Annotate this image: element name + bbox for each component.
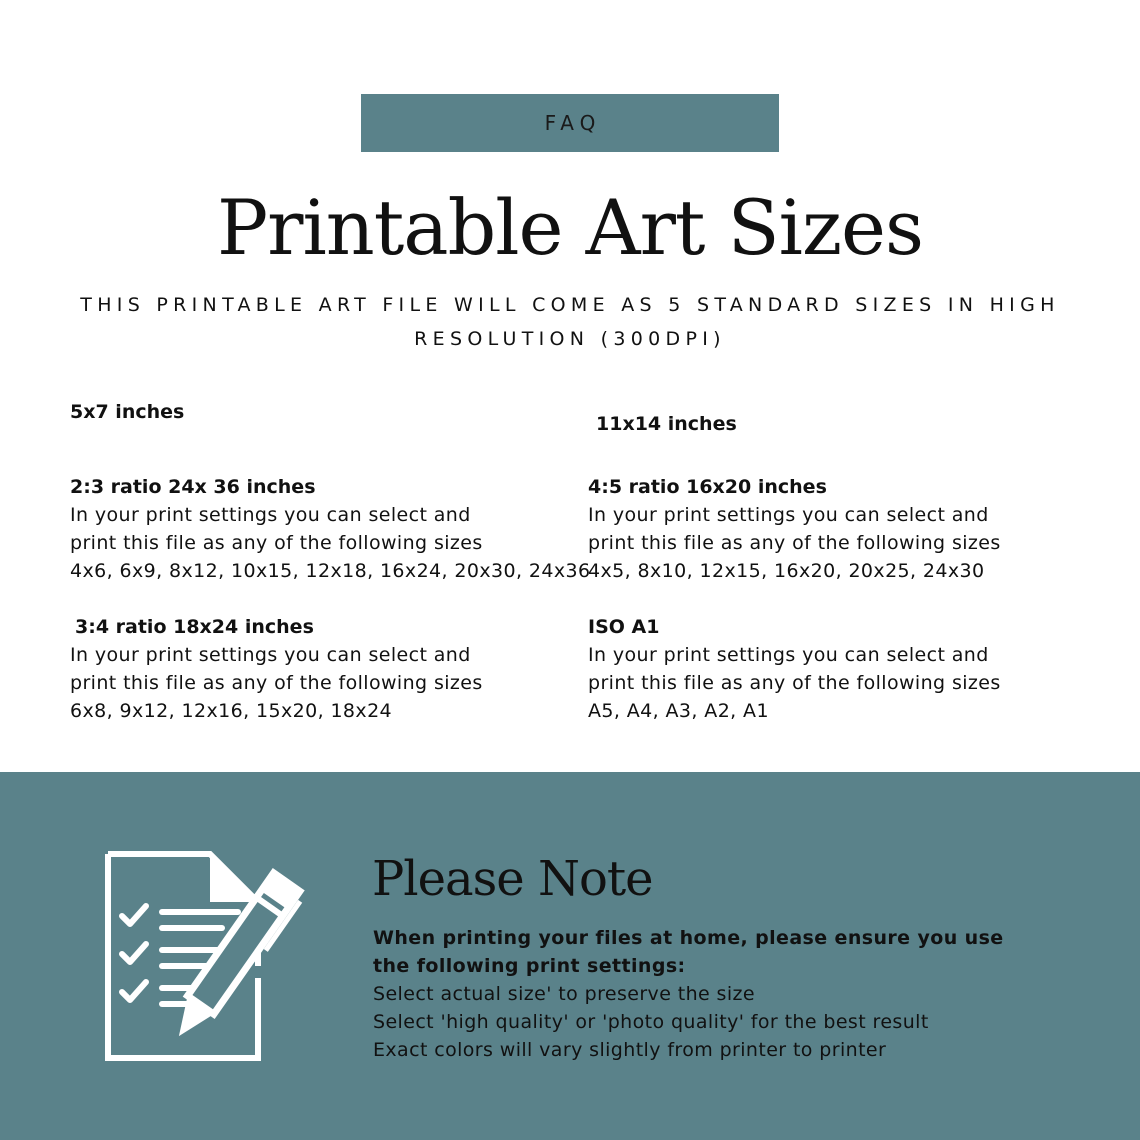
iso-a1-line3: A5, A4, A3, A2, A1 [588,700,769,722]
note-instruction-line1: When printing your files at home, please ensure you use [373,927,1004,949]
note-body [373,924,1093,1064]
faq-badge [361,94,779,152]
ratio-4-5-line3: 4x5, 8x10, 12x15, 16x20, 20x25, 24x30 [588,560,985,582]
size-11x14 [596,410,737,438]
size-5x7-heading: 5x7 inches [70,401,185,423]
ratio-4-5-heading: 4:5 ratio 16x20 inches [588,476,827,498]
ratio-2-3-heading: 2:3 ratio 24x 36 inches [70,476,316,498]
size-5x7 [70,398,184,426]
note-setting-actual-size: Select actual size' to preserve the size [373,983,755,1005]
note-color-disclaimer: Exact colors will vary slightly from printer to printer [373,1039,887,1061]
size-ratio-3-4 [70,613,483,725]
faq-badge-label: FAQ [544,111,602,135]
page-title: Printable Art Sizes [217,183,923,272]
page-subtitle: THIS PRINTABLE ART FILE WILL COME AS 5 STANDARD SIZES IN HIGH RESOLUTION (300DPI) [80,294,1060,350]
ratio-3-4-line1: In your print settings you can select and [70,644,471,666]
ratio-3-4-line2: print this file as any of the following sizes [70,672,483,694]
note-setting-quality: Select 'high quality' or 'photo quality' for the best result [373,1011,929,1033]
ratio-2-3-line1: In your print settings you can select and [70,504,471,526]
iso-a1-line2: print this file as any of the following sizes [588,672,1001,694]
size-ratio-2-3 [70,473,591,585]
size-iso-a1 [588,613,1001,725]
ratio-2-3-line3: 4x6, 6x9, 8x12, 10x15, 12x18, 16x24, 20x30, 24x36 [70,560,591,582]
checklist-pencil-icon [100,846,320,1066]
note-title: Please Note [372,851,653,907]
iso-a1-heading: ISO A1 [588,616,660,638]
ratio-4-5-line2: print this file as any of the following sizes [588,532,1001,554]
size-11x14-heading: 11x14 inches [596,413,737,435]
note-instruction-line2: the following print settings: [373,955,686,977]
ratio-4-5-line1: In your print settings you can select and [588,504,989,526]
ratio-3-4-heading: 3:4 ratio 18x24 inches [75,616,314,638]
ratio-2-3-line2: print this file as any of the following sizes [70,532,483,554]
size-ratio-4-5 [588,473,1001,585]
iso-a1-line1: In your print settings you can select and [588,644,989,666]
ratio-3-4-line3: 6x8, 9x12, 12x16, 15x20, 18x24 [70,700,393,722]
